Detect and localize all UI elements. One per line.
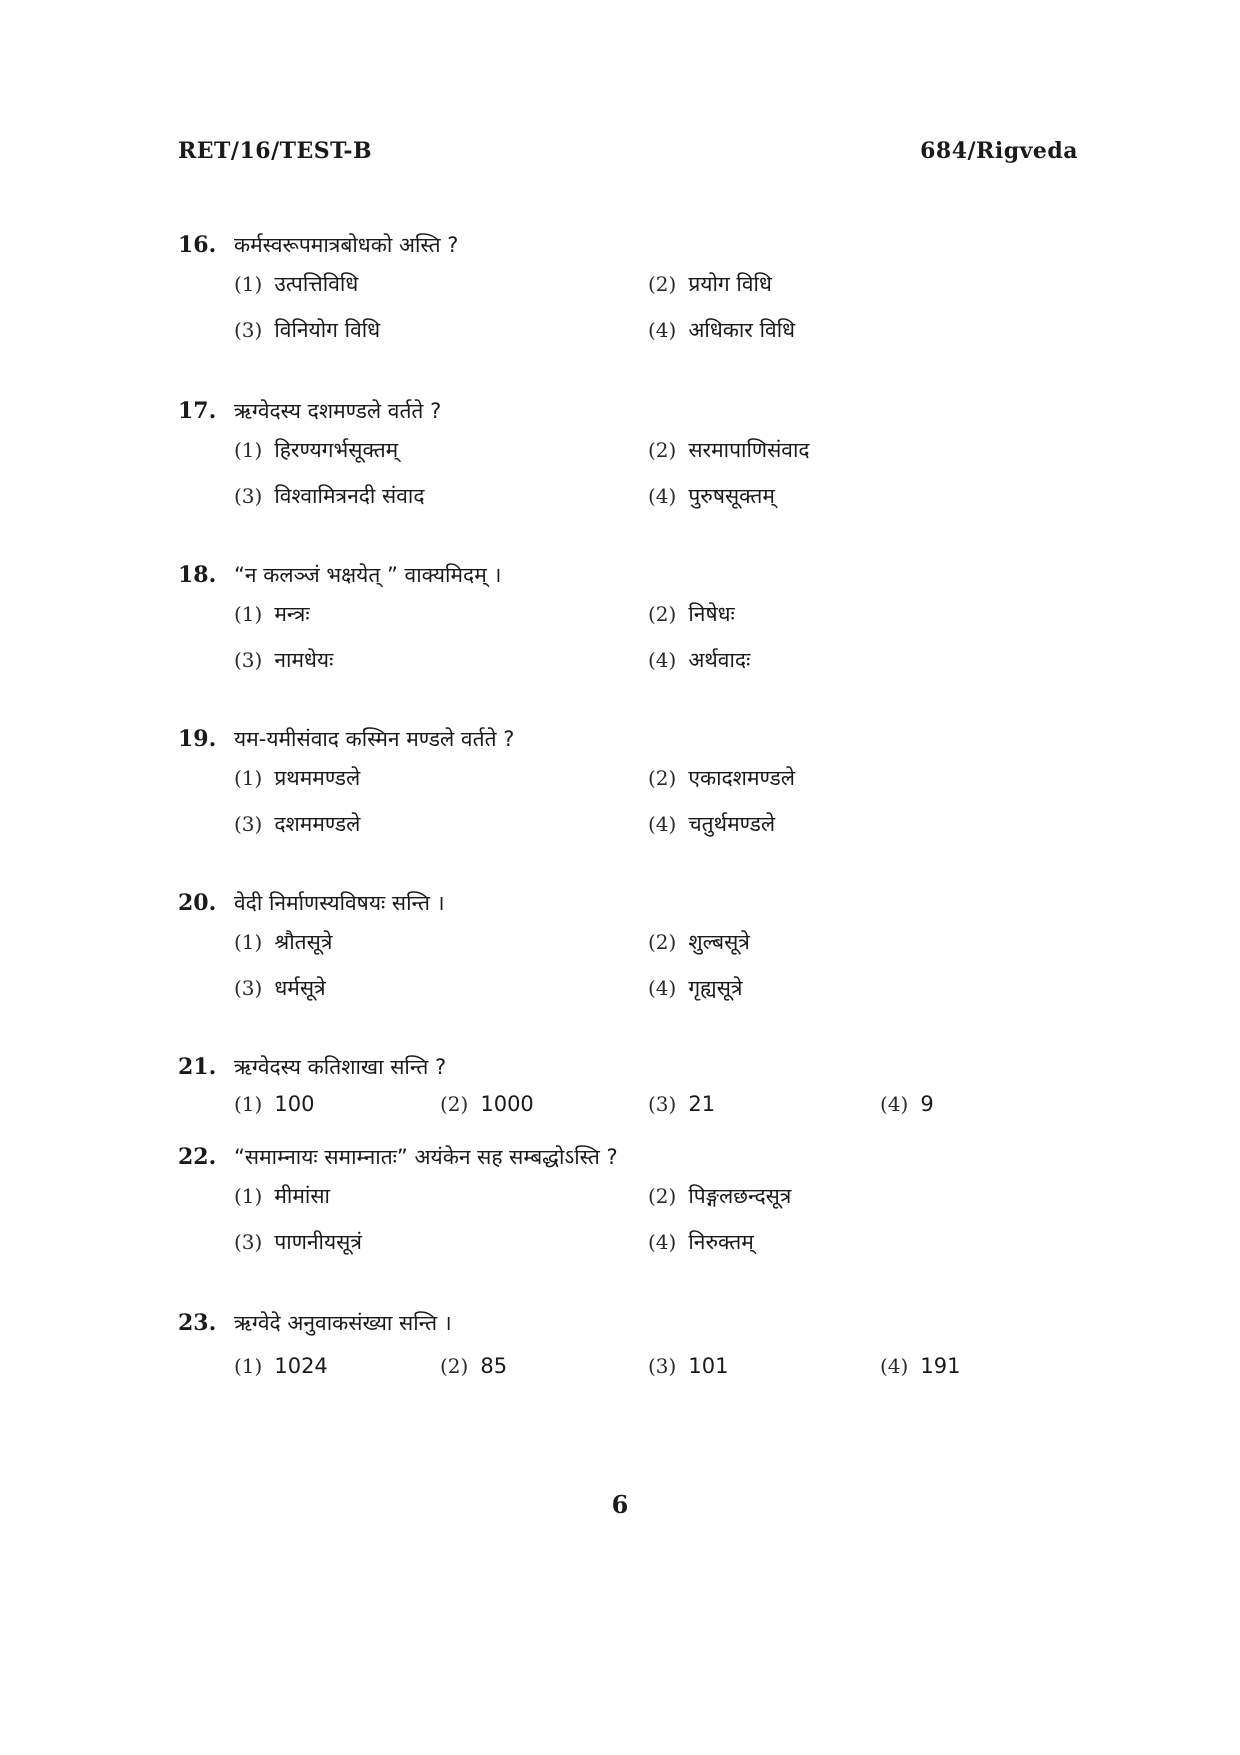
option-text: श्रौतसूत्रे: [274, 930, 333, 954]
option-number: (4): [648, 1230, 677, 1254]
page-number: 6: [611, 1490, 629, 1519]
option-4: [648, 1228, 754, 1256]
question-number: 23.: [178, 1310, 217, 1336]
option-number: (3): [234, 1230, 263, 1254]
option-text: अर्थवादः: [688, 648, 751, 672]
question-number: 16.: [178, 232, 217, 258]
question-16: [178, 222, 1078, 360]
option-4: [880, 1354, 960, 1378]
option-number: (4): [648, 318, 677, 342]
question-text: यम-यमीसंवाद कस्मिन मण्डले वर्तते ?: [234, 727, 515, 751]
option-2: [440, 1354, 507, 1378]
option-2: [648, 270, 772, 298]
question-23: [178, 1300, 1078, 1398]
option-number: (1): [234, 1184, 263, 1208]
option-1: [234, 764, 360, 792]
option-number: (3): [234, 648, 263, 672]
option-text: प्रयोग विधि: [688, 272, 772, 296]
option-number: (2): [648, 1184, 677, 1208]
question-number: 20.: [178, 890, 217, 916]
option-number: (4): [648, 484, 677, 508]
option-text: शुल्बसूत्रे: [688, 930, 750, 954]
option-1: [234, 1092, 314, 1116]
option-2: [440, 1092, 534, 1116]
option-1: [234, 1182, 330, 1210]
option-number: (4): [648, 812, 677, 836]
option-2: [648, 600, 735, 628]
option-text: 100: [274, 1092, 315, 1116]
option-4: [648, 316, 795, 344]
option-number: (3): [234, 484, 263, 508]
option-text: मीमांसा: [274, 1184, 330, 1208]
option-2: [648, 928, 750, 956]
question-number: 19.: [178, 726, 217, 752]
question-number: 18.: [178, 562, 217, 588]
option-4: [648, 810, 775, 838]
option-text: दशममण्डले: [274, 812, 361, 836]
option-text: गृह्यसूत्रे: [688, 976, 743, 1000]
option-number: (1): [234, 766, 263, 790]
option-3: [648, 1354, 728, 1378]
option-number: (4): [648, 648, 677, 672]
question-number: 21.: [178, 1054, 217, 1080]
option-text: 191: [920, 1354, 961, 1378]
option-3: [648, 1092, 715, 1116]
option-4: [648, 646, 750, 674]
option-text: 1000: [480, 1092, 534, 1116]
option-3: [234, 646, 333, 674]
paper-code: RET/16/TEST-B: [178, 138, 373, 164]
option-4: [880, 1092, 934, 1116]
option-number: (2): [440, 1354, 469, 1378]
option-number: (4): [648, 976, 677, 1000]
option-number: (2): [648, 766, 677, 790]
option-number: (2): [648, 930, 677, 954]
option-text: 9: [920, 1092, 934, 1116]
option-1: [234, 270, 358, 298]
question-text: वेदी निर्माणस्यविषयः सन्ति ।: [234, 891, 445, 915]
question-19: [178, 716, 1078, 854]
option-text: प्रथममण्डले: [274, 766, 361, 790]
option-number: (4): [880, 1354, 909, 1378]
option-number: (1): [234, 602, 263, 626]
option-2: [648, 764, 795, 792]
option-text: मन्त्रः: [274, 602, 310, 626]
option-4: [648, 974, 742, 1002]
option-3: [234, 974, 326, 1002]
question-18: [178, 552, 1078, 690]
question-22: [178, 1134, 1078, 1272]
option-1: [234, 928, 332, 956]
option-2: [648, 436, 810, 464]
option-text: चतुर्थमण्डले: [688, 812, 776, 836]
option-number: (1): [234, 930, 263, 954]
option-number: (3): [648, 1092, 677, 1116]
option-number: (2): [648, 602, 677, 626]
question-number: 22.: [178, 1144, 217, 1170]
question-text: ऋग्वेदस्य कतिशाखा सन्ति ?: [234, 1055, 447, 1079]
option-number: (2): [440, 1092, 469, 1116]
option-text: पिङ्गलछन्दसूत्र: [688, 1184, 792, 1208]
option-number: (3): [234, 318, 263, 342]
option-number: (1): [234, 1092, 263, 1116]
question-text: “समाम्नायः समाम्नातः” अयंकेन सह सम्बद्धोऽस्ति ?: [234, 1145, 618, 1169]
option-text: निषेधः: [688, 602, 735, 626]
question-number: 17.: [178, 398, 217, 424]
option-3: [234, 482, 424, 510]
option-3: [234, 1228, 362, 1256]
question-text: “न कलञ्जं भक्षयेत् ” वाक्यमिदम् ।: [234, 563, 502, 587]
option-3: [234, 810, 360, 838]
option-text: विश्वामित्रनदी संवाद: [274, 484, 425, 508]
option-text: नामधेयः: [274, 648, 334, 672]
option-number: (4): [880, 1092, 909, 1116]
option-text: 101: [688, 1354, 729, 1378]
option-number: (1): [234, 438, 263, 462]
subject-code: 684/Rigveda: [920, 138, 1078, 164]
question-21: [178, 1044, 1078, 1134]
option-number: (2): [648, 438, 677, 462]
option-number: (1): [234, 272, 263, 296]
option-text: 21: [688, 1092, 716, 1116]
option-number: (3): [234, 812, 263, 836]
option-number: (2): [648, 272, 677, 296]
option-text: उत्पत्तिविधि: [274, 272, 359, 296]
option-4: [648, 482, 775, 510]
option-text: पाणनीयसूत्रं: [274, 1230, 362, 1254]
question-text: कर्मस्वरूपमात्रबोधको अस्ति ?: [234, 233, 459, 257]
option-1: [234, 600, 310, 628]
question-text: ऋग्वेदे अनुवाकसंख्या सन्ति ।: [234, 1311, 452, 1335]
option-text: अधिकार विधि: [688, 318, 796, 342]
question-text: ऋग्वेदस्य दशमण्डले वर्तते ?: [234, 399, 442, 423]
option-text: 1024: [274, 1354, 328, 1378]
option-number: (1): [234, 1354, 263, 1378]
option-2: [648, 1182, 791, 1210]
option-1: [234, 436, 398, 464]
option-number: (3): [648, 1354, 677, 1378]
question-17: [178, 388, 1078, 526]
option-text: निरुक्तम्: [688, 1230, 754, 1254]
option-text: 85: [480, 1354, 508, 1378]
option-number: (3): [234, 976, 263, 1000]
option-text: सरमापाणिसंवाद: [688, 438, 810, 462]
option-text: पुरुषसूक्तम्: [688, 484, 775, 508]
option-text: विनियोग विधि: [274, 318, 381, 342]
option-text: एकादशमण्डले: [688, 766, 795, 790]
option-text: धर्मसूत्रे: [274, 976, 326, 1000]
option-text: हिरण्यगर्भसूक्तम्: [274, 438, 399, 462]
option-3: [234, 316, 380, 344]
option-1: [234, 1354, 328, 1378]
question-20: [178, 880, 1078, 1018]
